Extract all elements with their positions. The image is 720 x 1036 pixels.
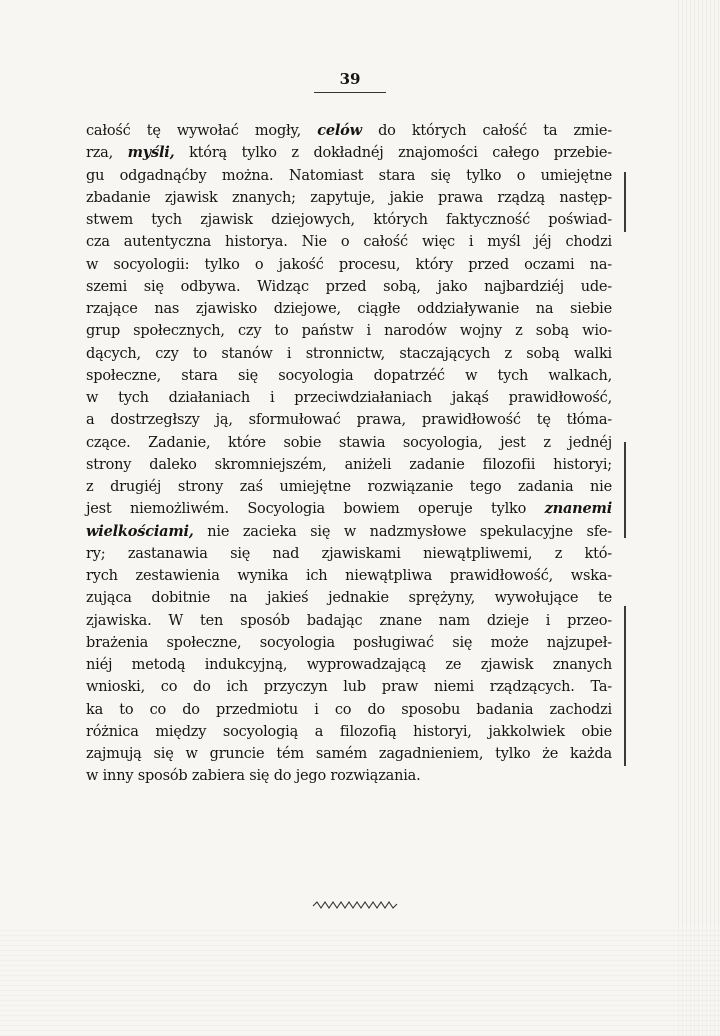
text-line (86, 743, 612, 765)
italic-phrase: celów (317, 122, 362, 139)
text-line (86, 699, 612, 721)
text-run: brażenia społeczne, socyologia posługiwać się może najzupeł- (86, 634, 612, 651)
text-line (86, 343, 612, 365)
text-run: rza, (86, 145, 128, 162)
text-line (86, 521, 612, 543)
page-edge-shadow (678, 0, 720, 1036)
text-run: grup społecznych, czy to państw i narodów wojny z sobą wio- (86, 323, 612, 340)
italic-phrase: znanemi (544, 500, 612, 518)
italic-phrase: wielkościami, (86, 522, 194, 540)
text-line (86, 721, 612, 743)
text-run: w inny sposób zabiera się do jego rozwiązania. (86, 768, 421, 785)
text-line (86, 498, 612, 520)
text-run: zjawiska. W ten sposób badając znane nam dzieje i przeo- (86, 612, 612, 629)
text-line (86, 120, 612, 142)
text-run: do których całość ta zmie- (361, 123, 613, 139)
text-line (86, 676, 612, 698)
text-run: zująca dobitnie na jakieś jednakie sprężyny, wywołujące te (86, 590, 612, 607)
text-line (86, 276, 612, 298)
text-run: dących, czy to stanów i stronnictw, staczających z sobą walki (86, 345, 612, 362)
text-run: w socyologii: tylko o jakość procesu, który przed oczami na- (86, 256, 612, 273)
text-line (86, 432, 612, 454)
text-run: gu odgadnąćby można. Natomiast stara się tylko o umiejętne (86, 167, 612, 184)
text-run: rzające nas zjawisko dziejowe, ciągłe oddziaływanie na siebie (86, 301, 612, 317)
text-line (86, 231, 612, 253)
text-line (86, 587, 612, 609)
text-line (86, 187, 612, 209)
text-run: całość tę wywołać mogły, (86, 123, 318, 139)
margin-pencil-mark (624, 442, 626, 538)
text-line (86, 654, 612, 676)
margin-pencil-mark (624, 172, 626, 232)
text-line (86, 409, 612, 431)
text-run: jest niemożliwém. Socyologia bowiem operuje tylko (86, 501, 545, 518)
page-number-rule (314, 92, 386, 93)
text-line (86, 632, 612, 654)
text-run: z drugiéj strony zaś umiejętne rozwiązanie tego zadania nie (86, 479, 612, 495)
page-bottom-texture (0, 926, 720, 1036)
text-run: szemi się odbywa. Widząc przed sobą, jako najbardziéj ude- (86, 278, 612, 295)
italic-phrase: myśli, (127, 144, 175, 162)
text-run: niéj metodą indukcyjną, wyprowadzającą ze zjawisk znanych (86, 657, 612, 673)
text-run: ka to co do przedmiotu i co do sposobu badania zachodzi (86, 701, 612, 718)
text-line (86, 543, 612, 565)
end-ornament (312, 898, 398, 912)
text-line (86, 476, 612, 498)
text-line (86, 565, 612, 587)
text-line (86, 365, 612, 387)
body-paragraph (86, 120, 612, 788)
text-run: ry; zastanawia się nad zjawiskami niewątpliwemi, z któ- (86, 545, 612, 562)
text-line (86, 209, 612, 231)
text-line (86, 254, 612, 276)
page-number: 39 (339, 70, 361, 88)
text-run: a dostrzegłszy ją, sformułować prawa, prawidłowość tę tłóma- (86, 412, 612, 429)
text-line (86, 320, 612, 342)
text-run: strony daleko skromniejszém, aniżeli zadanie filozofii historyi; (86, 456, 612, 473)
text-run: społeczne, stara się socyologia dopatrzéć w tych walkach, (86, 367, 612, 384)
text-line (86, 165, 612, 187)
text-line (86, 610, 612, 632)
text-line (86, 142, 612, 164)
text-run: zajmują się w gruncie tém samém zagadnieniem, tylko że każda (86, 746, 612, 762)
text-line (86, 454, 612, 476)
text-line (86, 298, 612, 320)
text-run: cza autentyczna historya. Nie o całość więc i myśl jéj chodzi (86, 234, 612, 251)
text-run: wnioski, co do ich przyczyn lub praw niemi rządzących. Ta- (86, 679, 612, 696)
text-run: w tych działaniach i przeciwdziałaniach jakąś prawidłowość, (86, 390, 612, 406)
text-run: różnica między socyologią a filozofią historyi, jakkolwiek obie (86, 723, 612, 740)
text-run: którą tylko z dokładnéj znajomości całego przebie- (174, 145, 613, 162)
text-run: rych zestawienia wynika ich niewątpliwa prawidłowość, wska- (86, 568, 612, 584)
margin-pencil-mark (624, 606, 626, 766)
text-run: stwem tych zjawisk dziejowych, których faktyczność poświad- (86, 212, 612, 228)
text-run: nie zacieka się w nadzmysłowe spekulacyjne sfe- (193, 523, 612, 540)
text-run: zbadanie zjawisk znanych; zapytuje, jakie prawa rządzą następ- (86, 189, 612, 206)
text-run: czące. Zadanie, które sobie stawia socyologia, jest z jednéj (86, 434, 612, 451)
text-line (86, 765, 612, 787)
text-line (86, 387, 612, 409)
